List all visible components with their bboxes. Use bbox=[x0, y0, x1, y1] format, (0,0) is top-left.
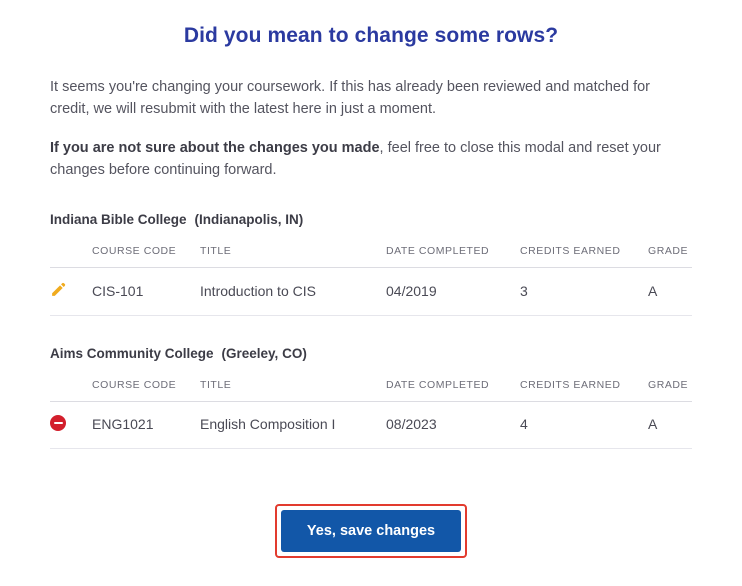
save-button-focus-ring bbox=[275, 504, 467, 558]
cell-date-completed: 04/2019 bbox=[386, 267, 520, 315]
school-name: Aims Community College bbox=[50, 345, 214, 361]
row-status-cell bbox=[50, 401, 92, 448]
table-header-row bbox=[50, 373, 692, 402]
column-header-course-code: COURSE CODE bbox=[92, 373, 200, 402]
column-header-grade: GRADE bbox=[648, 239, 692, 268]
pencil-icon[interactable] bbox=[50, 281, 67, 298]
coursework-table-1 bbox=[50, 239, 692, 316]
school-location: (Greeley, CO) bbox=[221, 345, 307, 361]
column-header-grade: GRADE bbox=[648, 373, 692, 402]
page-title: Did you mean to change some rows? bbox=[183, 24, 559, 47]
cell-grade: A bbox=[648, 267, 692, 315]
intro-paragraph: It seems you're changing your coursework. If this has already been reviewed and matched for credit, we will resubmit with the latest here in just a moment. bbox=[50, 79, 651, 118]
table-row bbox=[50, 401, 692, 448]
modal-body-copy bbox=[50, 76, 692, 182]
column-header-icon bbox=[50, 239, 92, 268]
table-header-row bbox=[50, 239, 692, 268]
column-header-course-code: COURSE CODE bbox=[92, 239, 200, 268]
column-header-title: TITLE bbox=[200, 239, 386, 268]
column-header-date-completed: DATE COMPLETED bbox=[386, 373, 520, 402]
modal-footer bbox=[0, 504, 742, 558]
minus-circle-icon[interactable] bbox=[50, 415, 66, 431]
column-header-date-completed: DATE COMPLETED bbox=[386, 239, 520, 268]
school-heading-1 bbox=[50, 212, 692, 227]
column-header-credits-earned: CREDITS EARNED bbox=[520, 239, 648, 268]
coursework-table-2 bbox=[50, 373, 692, 449]
cell-course-code: ENG1021 bbox=[92, 401, 200, 448]
school-heading-2 bbox=[50, 346, 692, 361]
table-row bbox=[50, 267, 692, 315]
school-block-2 bbox=[50, 346, 692, 449]
school-name: Indiana Bible College bbox=[50, 211, 187, 227]
warning-paragraph bbox=[50, 137, 692, 182]
cell-date-completed: 08/2023 bbox=[386, 401, 520, 448]
column-header-title: TITLE bbox=[200, 373, 386, 402]
cell-credits-earned: 4 bbox=[520, 401, 648, 448]
cell-credits-earned: 3 bbox=[520, 267, 648, 315]
column-header-credits-earned: CREDITS EARNED bbox=[520, 373, 648, 402]
warning-paragraph-rest: , feel free to close this modal and reset your changes before continuing forward. bbox=[50, 139, 661, 179]
school-location: (Indianapolis, IN) bbox=[194, 211, 304, 227]
save-changes-button[interactable]: Yes, save changes bbox=[281, 510, 461, 552]
cell-title: Introduction to CIS bbox=[200, 267, 386, 315]
cell-course-code: CIS-101 bbox=[92, 267, 200, 315]
column-header-icon bbox=[50, 373, 92, 402]
cell-grade: A bbox=[648, 401, 692, 448]
warning-paragraph-strong: If you are not sure about the changes you made bbox=[50, 139, 380, 156]
school-block-1 bbox=[50, 212, 692, 316]
cell-title: English Composition I bbox=[200, 401, 386, 448]
row-status-cell bbox=[50, 267, 92, 315]
